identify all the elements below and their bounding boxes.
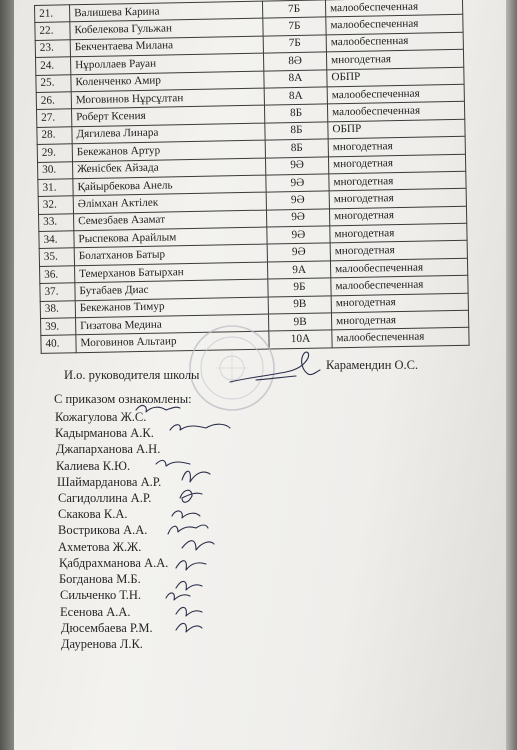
signature-block	[14, 0, 506, 750]
class-cell: 8Б	[264, 104, 327, 123]
student-name: Бекежанов Артур	[72, 140, 265, 161]
class-cell: 8Ә	[263, 52, 326, 71]
category-cell: многодетная	[329, 206, 466, 226]
director-role: И.о. руководителя школы	[64, 368, 200, 382]
student-name: Моговинов Альтаир	[76, 331, 269, 352]
student-name: Коленченко Амир	[71, 71, 264, 92]
row-number: 40.	[41, 335, 76, 353]
row-number: 21.	[35, 5, 70, 23]
acknowledgement-name: Калиева К.Ю.	[56, 459, 131, 473]
acknowledgement-name: Джапарханова А.Н.	[56, 442, 161, 456]
category-cell: многодетная	[329, 189, 466, 209]
class-cell: 9Ә	[265, 156, 328, 175]
acknowledgement-name: Шаймарданова А.Р.	[57, 475, 162, 489]
acknowledgement-name: Вострикова А.А.	[58, 523, 148, 537]
class-cell: 9Ә	[266, 209, 329, 228]
category-cell: ОБПР	[327, 67, 464, 87]
acknowledgement-name: Сильченко Т.Н.	[60, 588, 142, 602]
category-cell: ОБПР	[328, 119, 465, 139]
category-cell: многодетная	[331, 293, 468, 313]
category-cell: многодетная	[326, 49, 463, 69]
document-page	[14, 0, 506, 750]
row-number: 35.	[39, 248, 74, 266]
acknowledgement-name: Дюсембаева Р.М.	[61, 621, 153, 635]
class-cell: 9Ә	[267, 226, 330, 245]
row-number: 36.	[40, 266, 75, 284]
class-cell: 8Б	[265, 122, 328, 141]
category-cell: малообеспеченная	[326, 15, 463, 35]
category-cell: малообеспеченная	[330, 258, 467, 278]
category-cell: малообеспенная	[326, 32, 463, 52]
acknowledgement-name: Ахметова Ж.Ж.	[58, 540, 142, 554]
acknowledgement-name: Сагидоллина А.Р.	[58, 491, 152, 505]
class-cell: 8А	[264, 69, 327, 88]
row-number: 27.	[37, 109, 72, 127]
row-number: 34.	[39, 231, 74, 249]
category-cell: малообеспеченная	[327, 84, 464, 104]
category-cell: малообеспеченная	[332, 328, 469, 348]
acknowledgement-heading: С приказом ознакомлены:	[54, 392, 192, 406]
category-cell: многодетная	[331, 310, 468, 330]
row-number: 32.	[38, 196, 73, 214]
student-name: Дягилева Линара	[72, 123, 265, 144]
student-name: Нұроллаев Рауан	[71, 53, 264, 74]
student-name: Валишева Карина	[70, 1, 263, 22]
student-name: Женісбек Айзада	[73, 158, 266, 179]
student-name: Бутабаев Диас	[75, 279, 268, 300]
student-name: Семезбаев Азамат	[74, 210, 267, 231]
class-cell: 9А	[267, 261, 330, 280]
class-cell: 9В	[268, 295, 331, 314]
student-name: Кобелекова Гульжан	[70, 19, 263, 40]
acknowledgement-name: Скакова К.А.	[58, 507, 128, 521]
acknowledgement-name: Кожагулова Ж.С.	[55, 410, 147, 424]
row-number: 37.	[40, 283, 75, 301]
row-number: 33.	[39, 213, 74, 231]
row-number: 22.	[35, 22, 70, 40]
row-number: 23.	[35, 40, 70, 58]
category-cell: многодетная	[328, 136, 465, 156]
class-cell: 9Ә	[267, 243, 330, 262]
category-cell: многодетная	[330, 223, 467, 243]
student-name: Болатханов Батыр	[74, 245, 267, 266]
acknowledgement-name: Дауренова Л.К.	[61, 637, 143, 651]
student-name: Қайырбекова Анель	[73, 175, 266, 196]
student-name: Әлімхан Актілек	[73, 192, 266, 213]
row-number: 39.	[41, 318, 76, 336]
class-cell: 7Б	[263, 35, 326, 54]
category-cell: многодетная	[330, 241, 467, 261]
student-name: Бекчентаева Милана	[70, 36, 263, 57]
category-cell: многодетная	[328, 154, 465, 174]
paper-left-edge	[0, 0, 14, 750]
row-number: 30.	[38, 161, 73, 179]
class-cell: 8А	[264, 87, 327, 106]
category-cell: многодетная	[329, 171, 466, 191]
class-cell: 10А	[269, 330, 332, 349]
row-number: 38.	[40, 300, 75, 318]
row-number: 28.	[37, 127, 72, 145]
class-cell: 7Б	[263, 17, 326, 36]
class-cell: 9Ә	[266, 174, 329, 193]
category-cell: малообеспеченная	[325, 0, 462, 17]
acknowledgement-name: Есенова А.А.	[60, 605, 131, 619]
row-number: 26.	[36, 92, 71, 110]
student-name: Гизатова Медина	[76, 314, 269, 335]
class-cell: 9В	[268, 313, 331, 332]
class-cell: 8Б	[265, 139, 328, 158]
category-cell: малообеспеченная	[327, 102, 464, 122]
student-name: Роберт Ксения	[72, 105, 265, 126]
class-cell: 9Ә	[266, 191, 329, 210]
row-number: 29.	[37, 144, 72, 162]
student-name: Темерханов Батырхан	[75, 262, 268, 283]
class-cell: 7Б	[262, 0, 325, 19]
class-cell: 9Б	[268, 278, 331, 297]
acknowledgement-name: Қабдрахманова А.А.	[59, 556, 169, 570]
director-signature	[226, 346, 326, 388]
paper-right-edge	[506, 0, 517, 750]
acknowledgement-name: Кадырманова А.К.	[55, 426, 154, 440]
acknowledgement-name: Богданова М.Б.	[59, 572, 141, 586]
student-name: Рыспекова Арайлым	[74, 227, 267, 248]
row-number: 31.	[38, 179, 73, 197]
director-name: Карамендин О.С.	[326, 358, 419, 372]
category-cell: малообеспеченная	[331, 275, 468, 295]
student-name: Моговинов Нұрсұлтан	[71, 88, 264, 109]
student-name: Бекежанов Тимур	[75, 297, 268, 318]
staff-signatures	[126, 398, 266, 638]
row-number: 24.	[36, 57, 71, 75]
row-number: 25.	[36, 74, 71, 92]
